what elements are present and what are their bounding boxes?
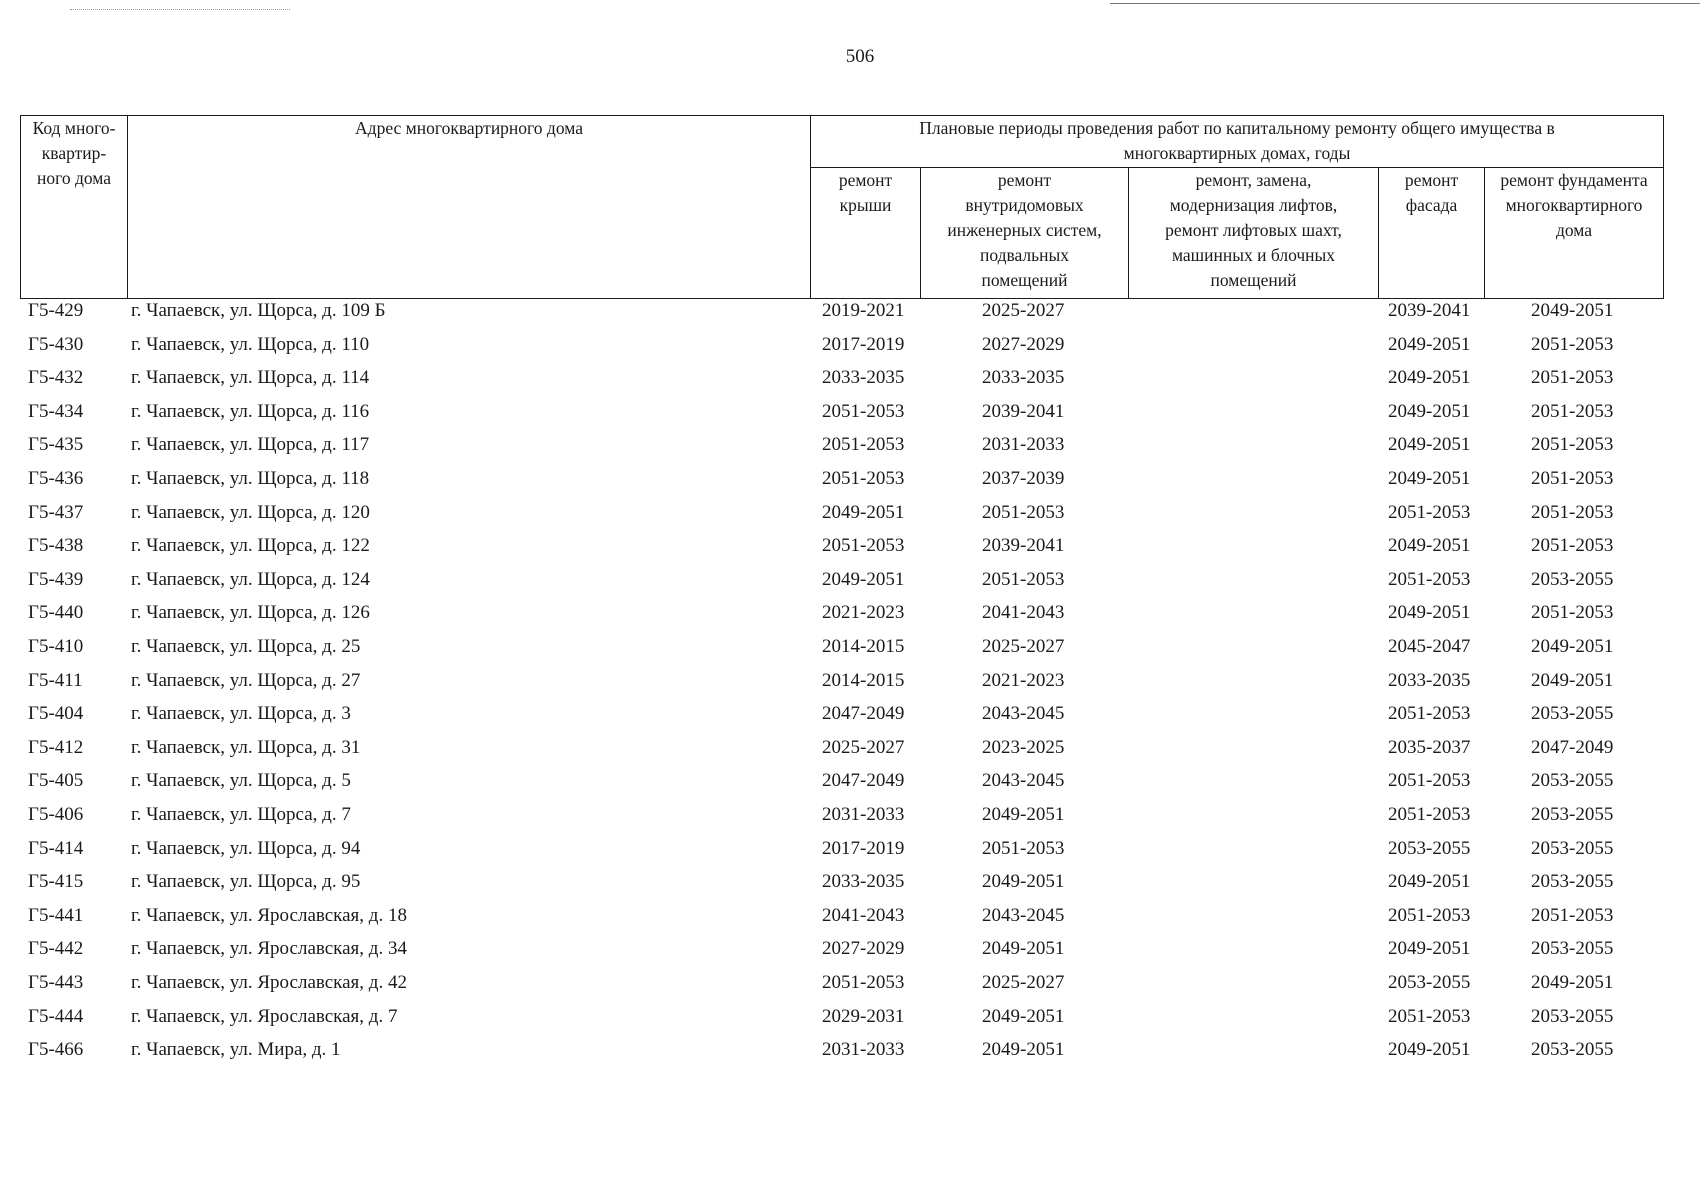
foundation-repair-period: 2051-2053 bbox=[1531, 333, 1614, 355]
engineering-repair-period: 2025-2027 bbox=[982, 636, 1065, 657]
facade-repair-period: 2051-2053 bbox=[1388, 703, 1471, 725]
house-address: г. Чапаевск, ул. Щорса, д. 118 bbox=[131, 468, 370, 489]
foundation-repair-period: 2051-2053 bbox=[1531, 904, 1614, 926]
roof-repair-period: 2017-2019 bbox=[822, 837, 905, 859]
table-row bbox=[0, 938, 1707, 971]
roof-repair-period: 2031-2033 bbox=[822, 804, 905, 825]
facade-repair-period: 2049-2051 bbox=[1388, 367, 1471, 389]
scan-top-rule-dotted bbox=[70, 9, 290, 10]
facade-repair-period: 2049-2051 bbox=[1388, 602, 1471, 624]
header-group-label: Плановые периоды проведения работ по капитальному ремонту общего имущества в многоквартирных домах, годы bbox=[919, 118, 1555, 163]
header-group-cell bbox=[810, 115, 1664, 168]
roof-repair-period: 2051-2053 bbox=[822, 400, 905, 422]
house-code: Г5-415 bbox=[28, 871, 84, 893]
engineering-repair-period: 2049-2051 bbox=[982, 938, 1065, 960]
house-code: Г5-466 bbox=[28, 1039, 84, 1061]
scan-top-rule bbox=[1110, 3, 1700, 4]
roof-repair-period: 2033-2035 bbox=[822, 871, 905, 893]
house-address: г. Чапаевск, ул. Щорса, д. 110 bbox=[131, 333, 370, 355]
house-address: г. Чапаевск, ул. Ярославская, д. 42 bbox=[131, 972, 407, 993]
foundation-repair-period: 2049-2051 bbox=[1531, 972, 1614, 993]
foundation-repair-period: 2053-2055 bbox=[1531, 837, 1614, 859]
foundation-repair-period: 2051-2053 bbox=[1531, 501, 1614, 523]
roof-repair-period: 2033-2035 bbox=[822, 367, 905, 389]
foundation-repair-period: 2053-2055 bbox=[1531, 1005, 1614, 1027]
foundation-repair-period: 2053-2055 bbox=[1531, 770, 1614, 792]
roof-repair-period: 2047-2049 bbox=[822, 703, 905, 725]
table-row bbox=[0, 1039, 1707, 1072]
header-facade-cell bbox=[1378, 167, 1485, 299]
house-address: г. Чапаевск, ул. Щорса, д. 114 bbox=[131, 367, 370, 389]
roof-repair-period: 2041-2043 bbox=[822, 904, 905, 926]
header-roof-label: ремонт крыши bbox=[838, 170, 893, 215]
house-code: Г5-439 bbox=[28, 568, 84, 590]
house-address: г. Чапаевск, ул. Щорса, д. 27 bbox=[131, 669, 361, 691]
facade-repair-period: 2049-2051 bbox=[1388, 400, 1471, 422]
foundation-repair-period: 2053-2055 bbox=[1531, 703, 1614, 725]
house-code: Г5-414 bbox=[28, 837, 84, 859]
house-code: Г5-406 bbox=[28, 804, 84, 825]
house-code: Г5-429 bbox=[28, 300, 84, 321]
roof-repair-period: 2014-2015 bbox=[822, 636, 905, 657]
house-address: г. Чапаевск, ул. Щорса, д. 109 Б bbox=[131, 300, 386, 321]
foundation-repair-period: 2053-2055 bbox=[1531, 1039, 1614, 1061]
foundation-repair-period: 2049-2051 bbox=[1531, 636, 1614, 657]
roof-repair-period: 2051-2053 bbox=[822, 434, 905, 456]
engineering-repair-period: 2041-2043 bbox=[982, 602, 1065, 624]
engineering-repair-period: 2049-2051 bbox=[982, 1005, 1065, 1027]
foundation-repair-period: 2053-2055 bbox=[1531, 938, 1614, 960]
roof-repair-period: 2051-2053 bbox=[822, 468, 905, 489]
roof-repair-period: 2025-2027 bbox=[822, 736, 905, 758]
facade-repair-period: 2051-2053 bbox=[1388, 1005, 1471, 1027]
table-row bbox=[0, 367, 1707, 400]
engineering-repair-period: 2023-2025 bbox=[982, 736, 1065, 758]
engineering-repair-period: 2039-2041 bbox=[982, 535, 1065, 557]
house-code: Г5-430 bbox=[28, 333, 84, 355]
house-code: Г5-441 bbox=[28, 904, 84, 926]
foundation-repair-period: 2049-2051 bbox=[1531, 300, 1614, 321]
house-code: Г5-438 bbox=[28, 535, 84, 557]
house-address: г. Чапаевск, ул. Щорса, д. 31 bbox=[131, 736, 361, 758]
table-row bbox=[0, 636, 1707, 669]
engineering-repair-period: 2043-2045 bbox=[982, 904, 1065, 926]
table-row bbox=[0, 838, 1707, 871]
house-address: г. Чапаевск, ул. Ярославская, д. 18 bbox=[131, 904, 407, 926]
table-row bbox=[0, 670, 1707, 703]
engineering-repair-period: 2049-2051 bbox=[982, 1039, 1065, 1061]
table-row bbox=[0, 569, 1707, 602]
foundation-repair-period: 2051-2053 bbox=[1531, 367, 1614, 389]
facade-repair-period: 2039-2041 bbox=[1388, 300, 1471, 321]
header-foundation-cell bbox=[1484, 167, 1664, 299]
house-code: Г5-411 bbox=[28, 669, 83, 691]
roof-repair-period: 2049-2051 bbox=[822, 501, 905, 523]
facade-repair-period: 2049-2051 bbox=[1388, 333, 1471, 355]
house-code: Г5-435 bbox=[28, 434, 84, 456]
engineering-repair-period: 2051-2053 bbox=[982, 568, 1065, 590]
roof-repair-period: 2019-2021 bbox=[822, 300, 905, 321]
header-code-label: Код много- квартир- ного дома bbox=[32, 118, 116, 188]
engineering-repair-period: 2049-2051 bbox=[982, 871, 1065, 893]
facade-repair-period: 2049-2051 bbox=[1388, 434, 1471, 456]
header-foundation-label: ремонт фундамента многоквартирного дома bbox=[1500, 170, 1648, 240]
engineering-repair-period: 2031-2033 bbox=[982, 434, 1065, 456]
facade-repair-period: 2053-2055 bbox=[1388, 837, 1471, 859]
house-code: Г5-434 bbox=[28, 400, 84, 422]
foundation-repair-period: 2051-2053 bbox=[1531, 602, 1614, 624]
table-row bbox=[0, 468, 1707, 501]
facade-repair-period: 2051-2053 bbox=[1388, 804, 1471, 825]
house-address: г. Чапаевск, ул. Ярославская, д. 34 bbox=[131, 938, 407, 960]
house-code: Г5-437 bbox=[28, 501, 84, 523]
foundation-repair-period: 2049-2051 bbox=[1531, 669, 1614, 691]
header-lifts-cell bbox=[1128, 167, 1379, 299]
engineering-repair-period: 2051-2053 bbox=[982, 501, 1065, 523]
table-row bbox=[0, 434, 1707, 467]
facade-repair-period: 2045-2047 bbox=[1388, 636, 1471, 657]
foundation-repair-period: 2051-2053 bbox=[1531, 468, 1614, 489]
facade-repair-period: 2051-2053 bbox=[1388, 501, 1471, 523]
facade-repair-period: 2051-2053 bbox=[1388, 904, 1471, 926]
engineering-repair-period: 2025-2027 bbox=[982, 972, 1065, 993]
engineering-repair-period: 2043-2045 bbox=[982, 703, 1065, 725]
house-code: Г5-412 bbox=[28, 736, 84, 758]
facade-repair-period: 2051-2053 bbox=[1388, 568, 1471, 590]
table-row bbox=[0, 535, 1707, 568]
facade-repair-period: 2051-2053 bbox=[1388, 770, 1471, 792]
house-address: г. Чапаевск, ул. Щорса, д. 122 bbox=[131, 535, 370, 557]
roof-repair-period: 2021-2023 bbox=[822, 602, 905, 624]
roof-repair-period: 2027-2029 bbox=[822, 938, 905, 960]
facade-repair-period: 2053-2055 bbox=[1388, 972, 1471, 993]
page-number: 506 bbox=[845, 46, 875, 67]
house-address: г. Чапаевск, ул. Щорса, д. 124 bbox=[131, 568, 370, 590]
roof-repair-period: 2029-2031 bbox=[822, 1005, 905, 1027]
roof-repair-period: 2049-2051 bbox=[822, 568, 905, 590]
table-row bbox=[0, 300, 1707, 333]
house-address: г. Чапаевск, ул. Щорса, д. 95 bbox=[131, 871, 361, 893]
table-row bbox=[0, 334, 1707, 367]
house-code: Г5-405 bbox=[28, 770, 84, 792]
house-code: Г5-404 bbox=[28, 703, 84, 725]
engineering-repair-period: 2033-2035 bbox=[982, 367, 1065, 389]
table-row bbox=[0, 1006, 1707, 1039]
table-row bbox=[0, 401, 1707, 434]
facade-repair-period: 2049-2051 bbox=[1388, 1039, 1471, 1061]
foundation-repair-period: 2051-2053 bbox=[1531, 434, 1614, 456]
table-row bbox=[0, 972, 1707, 1005]
header-address-label: Адрес многоквартирного дома bbox=[355, 118, 583, 138]
table-row bbox=[0, 871, 1707, 904]
engineering-repair-period: 2043-2045 bbox=[982, 770, 1065, 792]
table-row bbox=[0, 905, 1707, 938]
house-code: Г5-442 bbox=[28, 938, 84, 960]
house-address: г. Чапаевск, ул. Щорса, д. 5 bbox=[131, 770, 351, 792]
house-address: г. Чапаевск, ул. Щорса, д. 116 bbox=[131, 400, 370, 422]
foundation-repair-period: 2053-2055 bbox=[1531, 804, 1614, 825]
foundation-repair-period: 2053-2055 bbox=[1531, 871, 1614, 893]
header-address-cell bbox=[127, 115, 811, 299]
house-address: г. Чапаевск, ул. Щорса, д. 25 bbox=[131, 636, 361, 657]
facade-repair-period: 2049-2051 bbox=[1388, 468, 1471, 489]
roof-repair-period: 2017-2019 bbox=[822, 333, 905, 355]
house-address: г. Чапаевск, ул. Щорса, д. 117 bbox=[131, 434, 370, 456]
house-address: г. Чапаевск, ул. Мира, д. 1 bbox=[131, 1039, 341, 1061]
foundation-repair-period: 2053-2055 bbox=[1531, 568, 1614, 590]
table-row bbox=[0, 502, 1707, 535]
header-code-cell bbox=[20, 115, 128, 299]
header-facade-label: ремонт фасада bbox=[1404, 170, 1459, 215]
foundation-repair-period: 2047-2049 bbox=[1531, 736, 1614, 758]
house-code: Г5-440 bbox=[28, 602, 84, 624]
header-roof-cell bbox=[810, 167, 921, 299]
table-row bbox=[0, 602, 1707, 635]
roof-repair-period: 2047-2049 bbox=[822, 770, 905, 792]
engineering-repair-period: 2049-2051 bbox=[982, 804, 1065, 825]
house-address: г. Чапаевск, ул. Ярославская, д. 7 bbox=[131, 1005, 398, 1027]
house-address: г. Чапаевск, ул. Щорса, д. 7 bbox=[131, 804, 351, 825]
header-engineering-cell bbox=[920, 167, 1129, 299]
roof-repair-period: 2031-2033 bbox=[822, 1039, 905, 1061]
table-row bbox=[0, 737, 1707, 770]
foundation-repair-period: 2051-2053 bbox=[1531, 535, 1614, 557]
house-code: Г5-443 bbox=[28, 972, 84, 993]
house-address: г. Чапаевск, ул. Щорса, д. 126 bbox=[131, 602, 370, 624]
roof-repair-period: 2051-2053 bbox=[822, 535, 905, 557]
house-code: Г5-436 bbox=[28, 468, 84, 489]
roof-repair-period: 2014-2015 bbox=[822, 669, 905, 691]
header-lifts-label: ремонт, замена, модернизация лифтов, ремонт лифтовых шахт, машинных и блочных помещений bbox=[1165, 170, 1342, 290]
engineering-repair-period: 2051-2053 bbox=[982, 837, 1065, 859]
facade-repair-period: 2035-2037 bbox=[1388, 736, 1471, 758]
roof-repair-period: 2051-2053 bbox=[822, 972, 905, 993]
engineering-repair-period: 2025-2027 bbox=[982, 300, 1065, 321]
facade-repair-period: 2049-2051 bbox=[1388, 938, 1471, 960]
house-code: Г5-432 bbox=[28, 367, 84, 389]
facade-repair-period: 2049-2051 bbox=[1388, 871, 1471, 893]
house-address: г. Чапаевск, ул. Щорса, д. 3 bbox=[131, 703, 351, 725]
engineering-repair-period: 2037-2039 bbox=[982, 468, 1065, 489]
engineering-repair-period: 2039-2041 bbox=[982, 400, 1065, 422]
house-address: г. Чапаевск, ул. Щорса, д. 120 bbox=[131, 501, 370, 523]
facade-repair-period: 2033-2035 bbox=[1388, 669, 1471, 691]
table-row bbox=[0, 703, 1707, 736]
header-engineering-label: ремонт внутридомовых инженерных систем, подвальных помещений bbox=[947, 170, 1102, 290]
table-row bbox=[0, 770, 1707, 803]
house-code: Г5-410 bbox=[28, 636, 84, 657]
facade-repair-period: 2049-2051 bbox=[1388, 535, 1471, 557]
engineering-repair-period: 2021-2023 bbox=[982, 669, 1065, 691]
engineering-repair-period: 2027-2029 bbox=[982, 333, 1065, 355]
table-row bbox=[0, 804, 1707, 837]
foundation-repair-period: 2051-2053 bbox=[1531, 400, 1614, 422]
house-address: г. Чапаевск, ул. Щорса, д. 94 bbox=[131, 837, 361, 859]
house-code: Г5-444 bbox=[28, 1005, 84, 1027]
